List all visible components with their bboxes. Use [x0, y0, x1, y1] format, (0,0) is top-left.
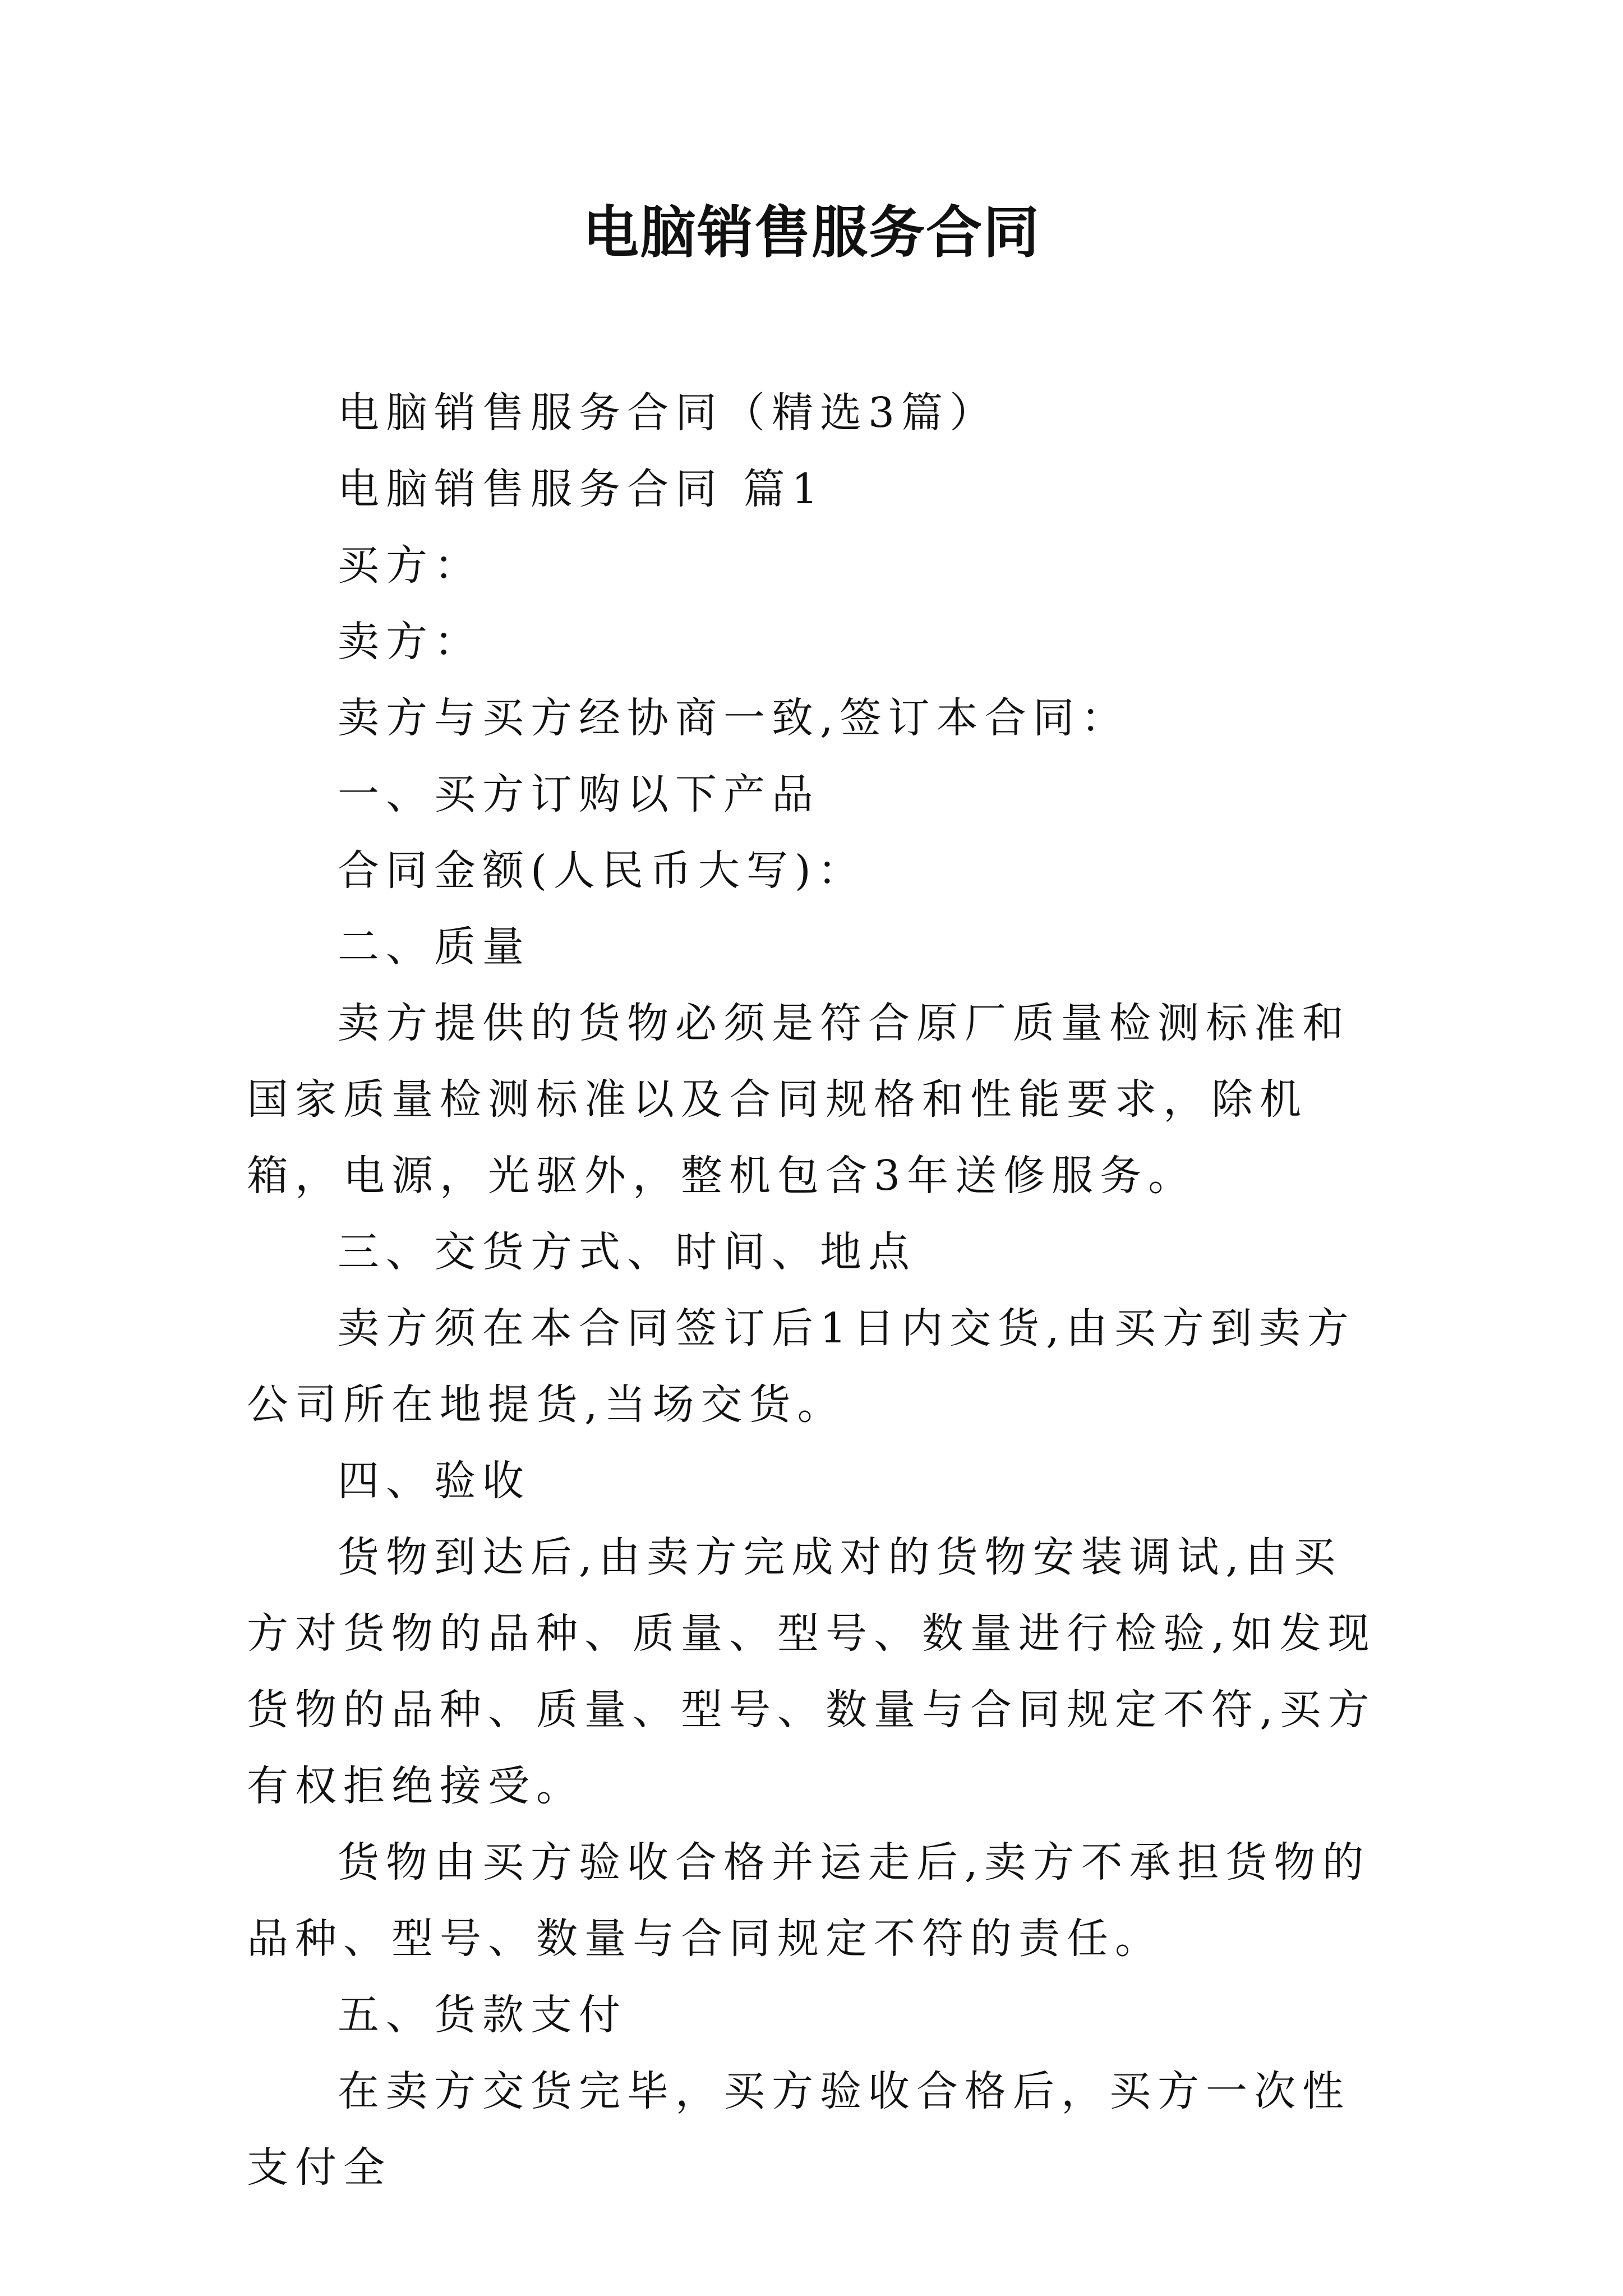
section-heading-delivery: 三、交货方式、时间、地点: [338, 1228, 916, 1276]
paragraph-acceptance: 货物到达后,由卖方完成对的货物安装调试,由买方对货物的品种、质量、型号、数量进行检验,如发现货物的品种、质量、型号、数量与合同规定不符,买方有权拒绝接受。: [247, 1533, 1376, 1810]
section-heading-acceptance: 四、验收: [338, 1457, 531, 1505]
paragraph-part-heading: 电脑销售服务合同 篇1: [338, 465, 825, 513]
paragraph-buyer: 买方：: [338, 541, 482, 590]
section-heading-payment: 五、货款支付: [338, 1991, 627, 2039]
paragraph-agreement: 卖方与买方经协商一致,签订本合同：: [338, 694, 1129, 742]
paragraph-seller: 卖方：: [338, 618, 482, 666]
document-title: 电脑销售服务合同: [583, 200, 1040, 265]
paragraph-subtitle: 电脑销售服务合同（精选3篇）: [338, 389, 998, 437]
document-body: [247, 375, 1385, 2206]
paragraph-quality: 卖方提供的货物必须是符合原厂质量检测标准和国家质量检测标准以及合同规格和性能要求，除机箱，电源，光驱外，整机包含3年送修服务。: [247, 999, 1350, 1200]
paragraph-acceptance-liability: 货物由买方验收合格并运走后,卖方不承担货物的品种、型号、数量与合同规定不符的责任。: [247, 1838, 1371, 1963]
paragraph-delivery: 卖方须在本合同签订后1日内交货,由买方到卖方公司所在地提货,当场交货。: [247, 1304, 1355, 1429]
section-heading-quality: 二、质量: [338, 923, 531, 971]
section-heading-products: 一、买方订购以下产品: [338, 770, 820, 818]
paragraph-contract-amount: 合同金额(人民币大写)：: [338, 846, 866, 895]
paragraph-payment: 在卖方交货完毕，买方验收合格后，买方一次性支付全: [247, 2067, 1350, 2192]
